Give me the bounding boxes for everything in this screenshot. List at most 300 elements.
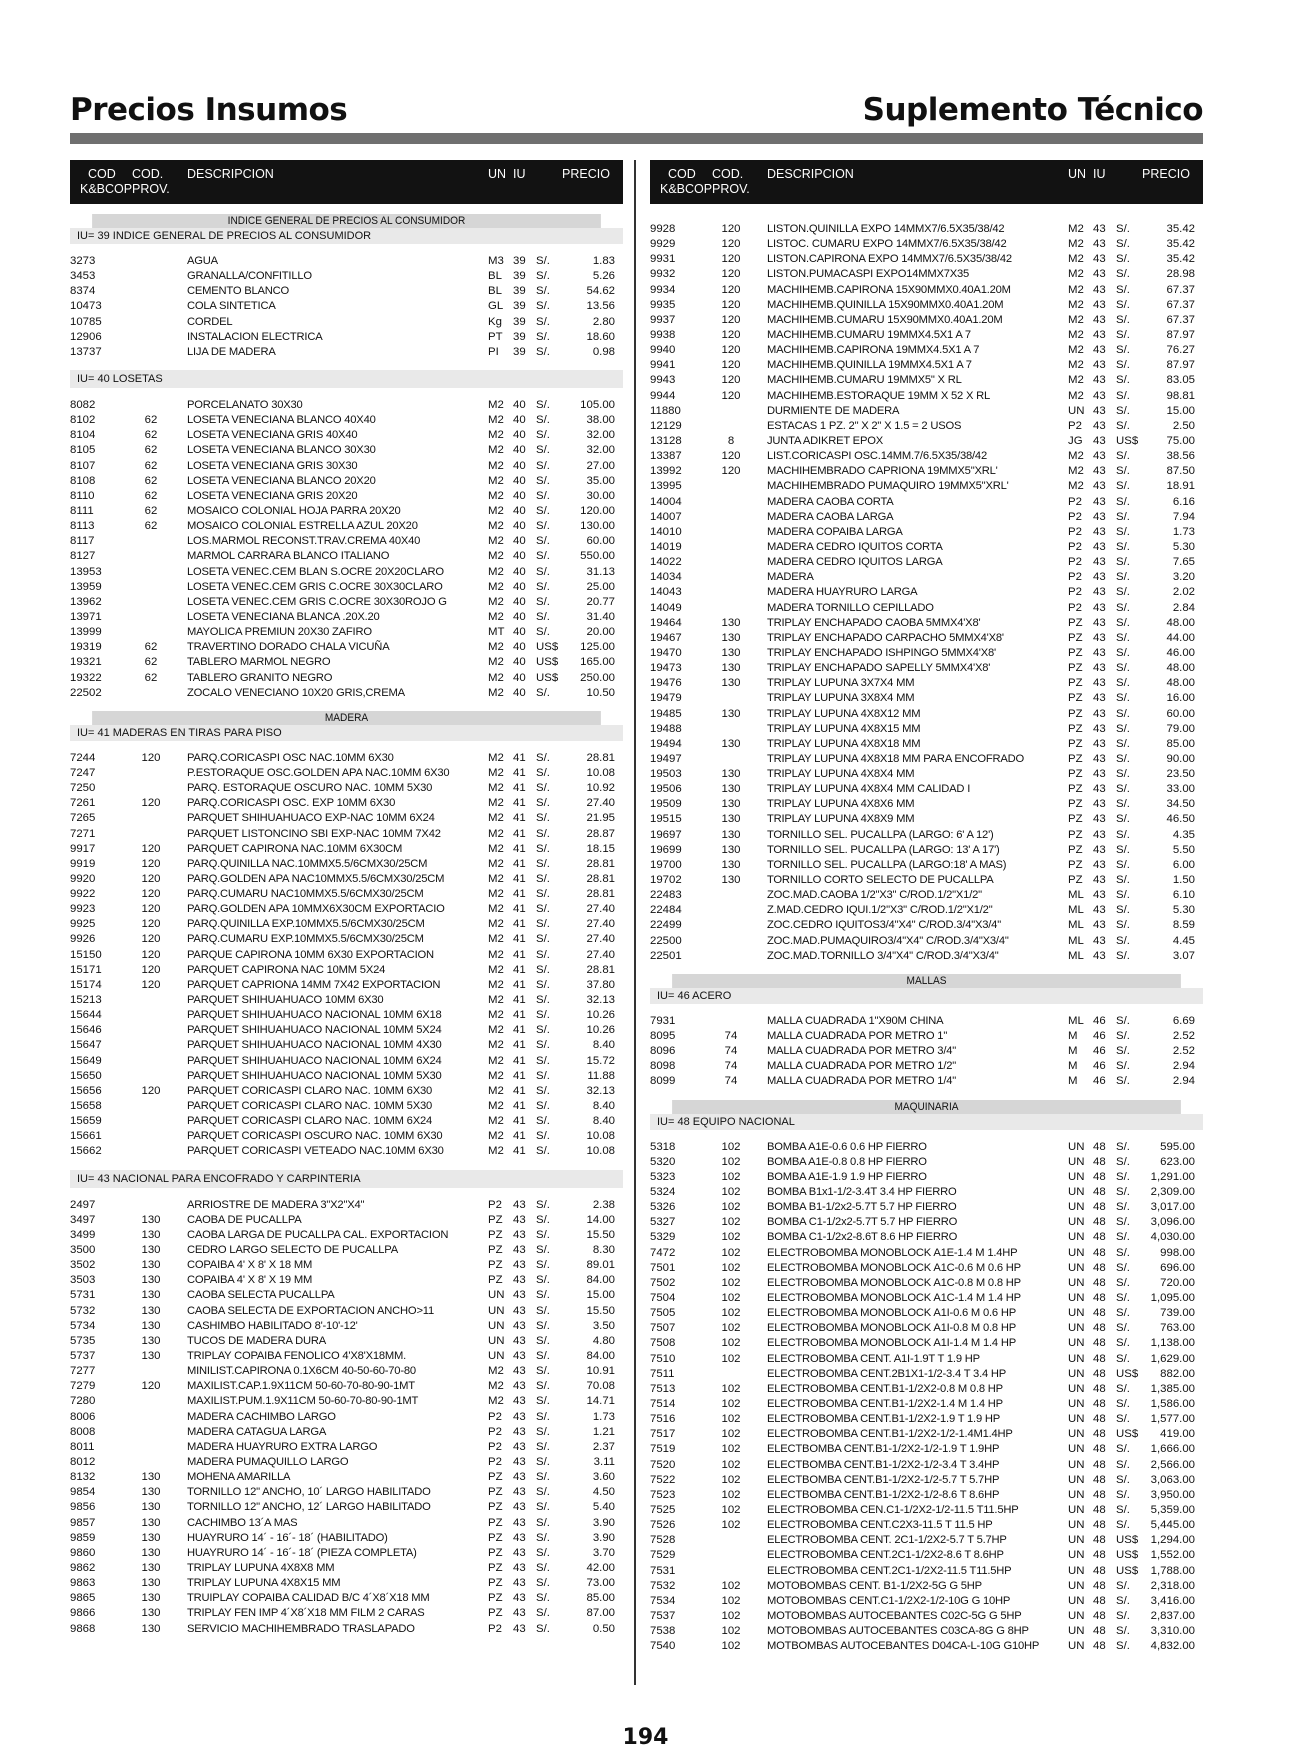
table-row <box>70 1606 623 1621</box>
iu-code: 41 <box>513 978 526 991</box>
price: 1,666.00 <box>1150 1443 1195 1456</box>
supplier-code: 130 <box>141 1244 161 1257</box>
price: 70.08 <box>586 1380 615 1393</box>
table-row <box>650 797 1203 812</box>
table-row <box>70 1084 623 1099</box>
unit: ML <box>1068 1014 1084 1027</box>
item-description: TRIPLAY LUPUNA 4X8X4 MM CALIDAD I <box>767 783 971 796</box>
item-description: TRIPLAY LUPUNA 4X8X18 MM <box>767 737 921 750</box>
price: 5.50 <box>1172 843 1195 856</box>
table-row <box>70 948 623 963</box>
table-row <box>650 570 1203 585</box>
table-row <box>650 1473 1203 1488</box>
table-row <box>70 1394 623 1409</box>
item-code: 15658 <box>70 1100 102 1113</box>
iu-code: 41 <box>513 872 526 885</box>
item-code: 8111 <box>70 504 94 517</box>
table-row <box>650 1518 1203 1533</box>
unit: PZ <box>488 1561 503 1574</box>
table-row <box>70 1455 623 1470</box>
item-code: 9925 <box>70 918 96 931</box>
supplier-code: 120 <box>141 978 161 991</box>
item-description: MADERA <box>767 571 814 584</box>
iu-code: 48 <box>1093 1337 1106 1350</box>
table-row <box>650 540 1203 555</box>
currency: S/. <box>1116 1014 1130 1027</box>
item-description: LOSETA VENEC.CEM GRIS C.OCRE 30X30ROJO G <box>187 595 447 608</box>
iu-code: 43 <box>1093 631 1106 644</box>
item-code: 7510 <box>650 1352 676 1365</box>
unit: PZ <box>1068 828 1083 841</box>
item-code: 7520 <box>650 1458 676 1471</box>
currency: S/. <box>536 1228 550 1241</box>
price: 10.26 <box>586 1024 615 1037</box>
item-code: 9868 <box>70 1622 96 1635</box>
iu-code: 48 <box>1093 1170 1106 1183</box>
table-row <box>650 1155 1203 1170</box>
unit: P2 <box>1068 510 1082 523</box>
price: 720.00 <box>1160 1276 1195 1289</box>
item-code: 3499 <box>70 1228 96 1241</box>
currency: US$ <box>536 641 559 654</box>
table-row <box>70 1114 623 1129</box>
item-code: 14043 <box>650 586 682 599</box>
table-row <box>650 873 1203 888</box>
unit: PT <box>488 330 503 343</box>
item-code: 8095 <box>650 1030 676 1043</box>
item-description: LOSETA VENEC.CEM GRIS C.OCRE 30X30CLARO <box>187 580 443 593</box>
supplier-code: 102 <box>721 1458 741 1471</box>
unit: PI <box>488 345 499 358</box>
item-description: ELECTBOMBA CENT.B1-1/2X2-1/2-5.7 T 5.7HP <box>767 1473 1000 1486</box>
item-description: BOMBA B1x1-1/2-3.4T 3.4 HP FIERRO <box>767 1186 957 1199</box>
table-header-precio: PRECIO <box>1142 167 1190 181</box>
item-description: MADERA CAOBA CORTA <box>767 495 894 508</box>
supplier-code: 120 <box>721 344 741 357</box>
price: 87.97 <box>1166 359 1195 372</box>
iu-code: 39 <box>513 255 526 267</box>
item-description: MAXILIST.CAP.1.9X11CM 50-60-70-80-90-1MT <box>187 1380 415 1393</box>
item-code: 8102 <box>70 414 96 427</box>
table-row <box>650 252 1203 267</box>
item-description: TRIPLAY ENCHAPADO CAOBA 5MMX4'X8' <box>767 616 981 629</box>
item-description: DURMIENTE DE MADERA <box>767 404 900 417</box>
section-gap <box>70 1188 623 1198</box>
item-description: MADERA CEDRO IQUITOS LARGA <box>767 556 943 569</box>
item-code: 22500 <box>650 934 682 947</box>
unit: UN <box>1068 1503 1085 1516</box>
item-description: ZOCALO VENECIANO 10X20 GRIS,CREMA <box>187 686 405 699</box>
unit: M <box>1068 1045 1078 1058</box>
table-row <box>70 299 623 314</box>
table-row <box>650 722 1203 737</box>
table-row <box>70 1425 623 1440</box>
table-row <box>70 857 623 872</box>
table-row <box>650 1564 1203 1579</box>
iu-code: 43 <box>1093 556 1106 569</box>
unit: PZ <box>1068 616 1083 629</box>
item-description: BOMBA A1E-0.6 0.6 HP FIERRO <box>767 1140 927 1153</box>
unit: UN <box>1068 1186 1085 1199</box>
price: 46.00 <box>1166 646 1195 659</box>
currency: S/. <box>536 797 550 810</box>
item-code: 9862 <box>70 1561 96 1574</box>
iu-code: 43 <box>513 1486 526 1499</box>
iu-code: 48 <box>1093 1367 1106 1380</box>
iu-code: 48 <box>1093 1534 1106 1547</box>
table-row <box>650 1639 1203 1654</box>
table-row <box>70 872 623 887</box>
price: 87.97 <box>1166 328 1195 341</box>
table-row <box>650 1140 1203 1155</box>
iu-code: 43 <box>513 1425 526 1438</box>
item-description: MADERA CAOBA LARGA <box>767 510 894 523</box>
price: 85.00 <box>1166 737 1195 750</box>
item-code: 8098 <box>650 1060 676 1073</box>
item-code: 9938 <box>650 328 676 341</box>
currency: S/. <box>1116 1060 1130 1073</box>
supplier-code: 102 <box>721 1307 741 1320</box>
supplier-code: 130 <box>721 783 741 796</box>
item-description: PARQUET LISTONCINO SBI EXP-NAC 10MM 7X42 <box>187 827 441 840</box>
item-description: MINILIST.CAPIRONA 0.1X6CM 40-50-60-70-80 <box>187 1365 416 1378</box>
unit: UN <box>1068 1458 1085 1471</box>
currency: S/. <box>536 1486 550 1499</box>
supplier-code: 120 <box>141 918 161 931</box>
unit: UN <box>488 1334 505 1347</box>
item-description: TRIPLAY LUPUNA 4X8X18 MM PARA ENCOFRADO <box>767 752 1025 765</box>
iu-code: 48 <box>1093 1594 1106 1607</box>
supplier-code: 102 <box>721 1488 741 1501</box>
item-code: 8082 <box>70 398 96 411</box>
unit: M2 <box>488 414 504 427</box>
table-row <box>650 1548 1203 1563</box>
table-row <box>70 534 623 549</box>
price: 8.59 <box>1172 919 1195 932</box>
iu-code: 43 <box>513 1365 526 1378</box>
item-code: 15656 <box>70 1084 102 1097</box>
table-row <box>70 1516 623 1531</box>
unit: P2 <box>1068 540 1082 553</box>
item-code: 19470 <box>650 646 682 659</box>
price: 27.40 <box>586 903 615 916</box>
currency: S/. <box>536 1622 550 1635</box>
currency: S/. <box>1116 1337 1130 1350</box>
item-description: TRIPLAY LUPUNA 4X8X6 MM <box>767 798 915 811</box>
item-code: 3497 <box>70 1213 96 1226</box>
table-header-desc: DESCRIPCION <box>767 167 854 181</box>
price: 1,291.00 <box>1150 1170 1195 1183</box>
iu-code: 43 <box>513 1304 526 1317</box>
unit: M2 <box>488 948 504 961</box>
supplier-code: 120 <box>721 328 741 341</box>
price: 15.50 <box>586 1228 615 1241</box>
item-description: ZOC.MAD.PUMAQUIRO3/4"X4" C/ROD.3/4"X3/4" <box>767 934 1009 947</box>
supplier-code: 120 <box>721 465 741 478</box>
currency: S/. <box>536 270 550 283</box>
item-code: 7244 <box>70 751 96 764</box>
item-description: MOTOBOMBAS CENT. B1-1/2X2-5G G 5HP <box>767 1579 982 1592</box>
currency: S/. <box>1116 283 1130 296</box>
iu-code: 43 <box>513 1561 526 1574</box>
table-row <box>70 1258 623 1273</box>
item-code: 9929 <box>650 238 676 251</box>
iu-code: 46 <box>1093 1014 1106 1027</box>
price: 67.37 <box>1166 283 1195 296</box>
item-code: 13953 <box>70 565 102 578</box>
price: 20.00 <box>586 626 615 639</box>
currency: S/. <box>536 489 550 502</box>
unit: M2 <box>488 398 504 411</box>
currency: S/. <box>536 459 550 472</box>
iu-code: 43 <box>1093 858 1106 871</box>
price: 60.00 <box>586 535 615 548</box>
iu-code: 43 <box>1093 934 1106 947</box>
item-description: TORNILLO 12" ANCHO, 10´ LARGO HABILITADO <box>187 1486 431 1499</box>
table-row <box>650 495 1203 510</box>
table-row <box>70 519 623 534</box>
table-row <box>70 1273 623 1288</box>
unit: UN <box>1068 1564 1085 1577</box>
unit: UN <box>1068 1201 1085 1214</box>
unit: M2 <box>488 504 504 517</box>
table-row <box>650 1029 1203 1044</box>
item-code: 7279 <box>70 1380 96 1393</box>
table-row <box>650 267 1203 282</box>
currency: S/. <box>536 903 550 916</box>
item-code: 7265 <box>70 812 96 825</box>
unit: M2 <box>1068 223 1084 235</box>
unit: PZ <box>1068 692 1083 705</box>
unit: M2 <box>488 872 504 885</box>
table-row <box>650 510 1203 525</box>
item-description: ELECTROBOMBA CENT.B1-1/2X2-0.8 M 0.8 HP <box>767 1382 1003 1395</box>
item-description: PARQUE CAPIRONA 10MM 6X30 EXPORTACION <box>187 948 434 961</box>
currency: S/. <box>536 812 550 825</box>
price: 3,310.00 <box>1150 1625 1195 1638</box>
table-row <box>650 358 1203 373</box>
table-row <box>70 315 623 330</box>
table-row <box>70 1069 623 1084</box>
item-description: ELECTROBOMBA MONOBLOCK A1I-0.8 M 0.8 HP <box>767 1322 1016 1335</box>
supplier-code: 102 <box>721 1382 741 1395</box>
table-header-iu: IU <box>513 167 526 181</box>
unit: M2 <box>1068 268 1084 281</box>
unit: M2 <box>488 580 504 593</box>
table-row <box>70 330 623 345</box>
currency: S/. <box>1116 495 1130 508</box>
currency: S/. <box>536 1084 550 1097</box>
price: 35.42 <box>1166 238 1195 251</box>
item-description: MOSAICO COLONIAL HOJA PARRA 20X20 <box>187 504 401 517</box>
table-row <box>70 269 623 284</box>
currency: S/. <box>536 888 550 901</box>
price: 2.37 <box>592 1440 615 1453</box>
iu-code: 41 <box>513 903 526 916</box>
currency: S/. <box>1116 525 1130 538</box>
price: 60.00 <box>1166 707 1195 720</box>
supplier-code: 120 <box>141 903 161 916</box>
price: 42.00 <box>586 1561 615 1574</box>
price: 120.00 <box>580 504 615 517</box>
table-row <box>70 1144 623 1159</box>
unit: ML <box>1068 904 1084 917</box>
item-description: AGUA <box>187 255 218 267</box>
item-description: BOMBA A1E-1.9 1.9 HP FIERRO <box>767 1170 927 1183</box>
table-row <box>70 1591 623 1606</box>
currency: S/. <box>1116 1307 1130 1320</box>
unit: M2 <box>1068 344 1084 357</box>
price: 48.00 <box>1166 662 1195 675</box>
currency: S/. <box>536 504 550 517</box>
iu-code: 43 <box>513 1531 526 1544</box>
unit: M <box>1068 1030 1078 1043</box>
table-row <box>70 1485 623 1500</box>
table-row <box>650 1291 1203 1306</box>
supplier-code: 130 <box>721 616 741 629</box>
price: 1,788.00 <box>1150 1564 1195 1577</box>
price-section <box>650 222 1203 964</box>
item-description: MOTOBOMBAS AUTOCEBANTES C03CA-8G G 8HP <box>767 1625 1029 1638</box>
price: 23.50 <box>1166 768 1195 781</box>
iu-code: 40 <box>513 520 526 533</box>
item-description: BOMBA C1-1/2x2-5.7T 5.7 HP FIERRO <box>767 1216 958 1229</box>
unit: UN <box>1068 1413 1085 1426</box>
iu-code: 39 <box>513 330 526 343</box>
table-row <box>650 1367 1203 1382</box>
table-row <box>650 1215 1203 1230</box>
item-description: ELECTROBOMBA MONOBLOCK A1C-0.8 M 0.8 HP <box>767 1276 1021 1289</box>
unit: PZ <box>1068 798 1083 811</box>
unit: M2 <box>488 782 504 795</box>
currency: S/. <box>536 1130 550 1143</box>
price: 2,309.00 <box>1150 1186 1195 1199</box>
price: 48.00 <box>1166 677 1195 690</box>
unit: UN <box>1068 404 1085 417</box>
item-description: PARQ.GOLDEN APA 10MMX6X30CM EXPORTACIO <box>187 903 445 916</box>
iu-code: 46 <box>1093 1030 1106 1043</box>
price: 0.50 <box>592 1622 615 1635</box>
currency: S/. <box>536 1546 550 1559</box>
item-description: CEMENTO BLANCO <box>187 285 290 298</box>
column-divider <box>634 160 636 1685</box>
supplier-code: 120 <box>141 797 161 810</box>
table-row <box>70 413 623 428</box>
item-description: MAXILIST.PUM.1.9X11CM 50-60-70-80-90-1MT <box>187 1395 419 1408</box>
currency: S/. <box>1116 1246 1130 1259</box>
unit: MT <box>488 626 505 639</box>
unit: P2 <box>1068 495 1082 508</box>
price: 3.90 <box>592 1516 615 1529</box>
supplier-code: 74 <box>724 1030 738 1043</box>
price: 739.00 <box>1160 1307 1195 1320</box>
item-description: ELECTROBOMBA CENT.2C1-1/2X2-11.5 T11.5HP <box>767 1564 1012 1577</box>
iu-code: 48 <box>1093 1292 1106 1304</box>
item-code: 8107 <box>70 459 96 472</box>
currency: S/. <box>1116 571 1130 584</box>
item-code: 8117 <box>70 535 95 548</box>
table-row <box>70 1213 623 1228</box>
currency: S/. <box>536 1009 550 1022</box>
item-code: 7271 <box>70 827 96 840</box>
item-description: LOSETA VENECIANA BLANCA .20X.20 <box>187 610 380 623</box>
supplier-code: 130 <box>721 813 741 826</box>
item-code: 15174 <box>70 978 102 991</box>
currency: S/. <box>1116 1594 1130 1607</box>
iu-code: 40 <box>513 550 526 563</box>
currency: S/. <box>1116 1640 1130 1653</box>
unit: M2 <box>488 1365 504 1378</box>
iu-code: 40 <box>513 504 526 517</box>
table-row <box>650 661 1203 676</box>
unit: UN <box>1068 1625 1085 1638</box>
table-row <box>650 767 1203 782</box>
iu-code: 43 <box>1093 374 1106 387</box>
iu-code: 40 <box>513 595 526 608</box>
supplier-code: 74 <box>724 1075 738 1088</box>
table-row <box>650 419 1203 434</box>
price: 87.00 <box>586 1607 615 1620</box>
item-description: ELECTROBOMBA CENT.B1-1/2X2-1.4 M 1.4 HP <box>767 1397 1003 1410</box>
supplier-code: 130 <box>141 1350 161 1362</box>
currency: S/. <box>1116 662 1130 675</box>
item-code: 9944 <box>650 389 676 402</box>
table-row <box>650 601 1203 616</box>
supplier-code: 102 <box>721 1640 741 1653</box>
supplier-code: 62 <box>144 520 158 533</box>
item-description: ELECTROBOMBA MONOBLOCK A1C-1.4 M 1.4 HP <box>767 1292 1021 1304</box>
table-row <box>70 284 623 299</box>
item-description: INSTALACION ELECTRICA <box>187 330 323 343</box>
currency: S/. <box>1116 1413 1130 1426</box>
item-code: 9860 <box>70 1546 96 1559</box>
item-description: COPAIBA 4' X 8' X 19 MM <box>187 1274 313 1287</box>
price: 32.00 <box>586 429 615 442</box>
currency: S/. <box>1116 1261 1130 1274</box>
unit: M2 <box>488 827 504 840</box>
table-row <box>650 858 1203 873</box>
section-gap <box>70 741 623 751</box>
supplier-code: 120 <box>141 857 161 870</box>
price: 5,445.00 <box>1150 1519 1195 1532</box>
supplier-code: 74 <box>724 1060 738 1073</box>
currency: S/. <box>1116 510 1130 523</box>
item-description: MOSAICO COLONIAL ESTRELLA AZUL 20X20 <box>187 520 418 533</box>
item-code: 5324 <box>650 1186 676 1199</box>
item-code: 3503 <box>70 1274 96 1287</box>
supplier-code: 102 <box>721 1186 741 1199</box>
unit: P2 <box>1068 525 1082 538</box>
item-description: ZOC.MAD.TORNILLO 3/4"X4" C/ROD.3/4"X3/4" <box>767 949 999 962</box>
iu-code: 48 <box>1093 1352 1106 1365</box>
unit: M2 <box>488 1100 504 1113</box>
iu-code: 48 <box>1093 1201 1106 1214</box>
supplier-code: 102 <box>721 1337 741 1350</box>
price: 5.26 <box>592 270 615 283</box>
unit: M2 <box>488 656 504 669</box>
item-description: BOMBA C1-1/2x2-8.6T 8.6 HP FIERRO <box>767 1231 958 1244</box>
table-row <box>70 398 623 413</box>
item-description: LOSETA VENECIANA BLANCO 30X30 <box>187 444 376 457</box>
iu-code: 43 <box>1093 662 1106 675</box>
item-description: LOSETA VENECIANA BLANCO 40X40 <box>187 414 376 427</box>
item-description: PARQ.CUMARU EXP.10MMX5.5/6CMX30/25CM <box>187 933 424 946</box>
item-description: ELECTROBOMBA CENT. A1I-1.9T T 1.9 HP <box>767 1352 980 1365</box>
item-code: 5735 <box>70 1334 96 1347</box>
item-description: PARQ.GOLDEN APA NAC10MMX5.5/6CMX30/25CM <box>187 872 445 885</box>
unit: P2 <box>1068 601 1082 614</box>
table-header-precio: PRECIO <box>562 167 610 181</box>
